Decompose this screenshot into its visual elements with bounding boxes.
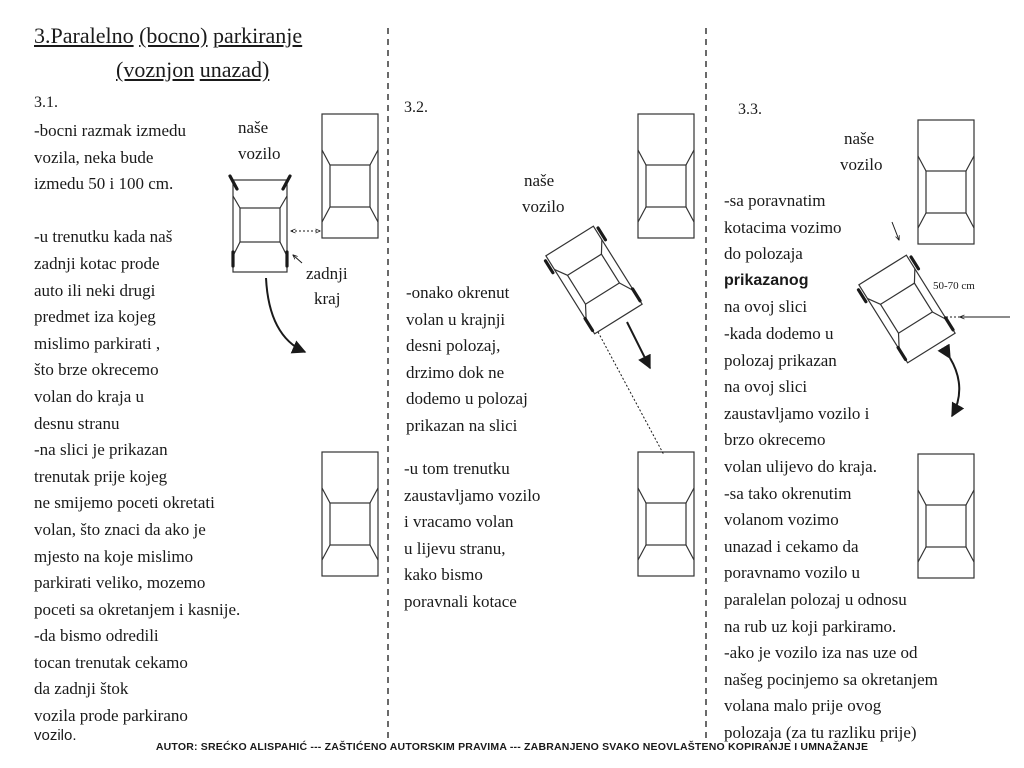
text-line: -da bismo odredili bbox=[34, 626, 159, 646]
label-vozilo-2: vozilo bbox=[522, 197, 565, 216]
text-line: kotacima vozimo bbox=[724, 217, 842, 237]
text-line: volan do kraja u bbox=[34, 386, 144, 406]
parked-car-front-2 bbox=[638, 114, 694, 238]
text-line bbox=[34, 198, 324, 225]
page-subtitle bbox=[116, 56, 269, 84]
text-line: volan ulijevo do kraja. bbox=[724, 456, 877, 476]
text-line: brzo okrecemo bbox=[724, 430, 826, 450]
label-nase-3: naše bbox=[844, 129, 875, 148]
title-word-parkiranje: parkiranje bbox=[213, 23, 303, 48]
col2-text-a bbox=[406, 280, 596, 440]
text-line: polozaja (za tu razliku prije) bbox=[724, 722, 917, 742]
label-vozilo-1: vozilo bbox=[238, 144, 281, 163]
col2-text-b bbox=[404, 456, 594, 616]
text-line: mislimo parkirati , bbox=[34, 333, 161, 353]
parked-car-rear-1 bbox=[322, 452, 378, 576]
text-line: na ovoj slici bbox=[724, 297, 808, 317]
text-line: drzimo dok ne bbox=[406, 362, 505, 382]
label-zadnji: zadnji bbox=[306, 264, 348, 283]
label-nase-2: naše bbox=[524, 171, 555, 190]
text-line: zaustavljamo vozilo i bbox=[724, 403, 870, 423]
text-line: u lijevu stranu, bbox=[404, 538, 506, 558]
text-line-bold: prikazanog bbox=[724, 271, 809, 289]
label-nase-1: naše bbox=[238, 118, 269, 137]
text-line: volan u krajnji bbox=[406, 309, 506, 329]
text-line: zadnji kotac prode bbox=[34, 253, 160, 273]
text-line: mjesto na koje mislimo bbox=[34, 546, 194, 566]
text-line: volana malo prije ovog bbox=[724, 696, 882, 716]
text-line: predmet iza kojeg bbox=[34, 307, 156, 327]
text-line: volanom vozimo bbox=[724, 510, 839, 530]
text-line: kako bismo bbox=[404, 565, 483, 585]
text-line: -bocni razmak izmedu bbox=[34, 121, 186, 140]
text-line: unazad i cekamo da bbox=[724, 536, 859, 556]
text-line: -sa poravnatim bbox=[724, 191, 826, 210]
text-line: vozila, neka bude bbox=[34, 147, 154, 167]
title-word-voznjon: (voznjon bbox=[116, 57, 195, 82]
text-line: trenutak prije kojeg bbox=[34, 466, 168, 486]
text-line: našeg pocinjemo sa okretanjem bbox=[724, 669, 938, 689]
text-line: auto ili neki drugi bbox=[34, 280, 156, 300]
copyright-footer: AUTOR: SREĆKO ALISPAHIĆ --- ZAŠTIĆENO AUTORSKIM PRAVIMA --- ZABRANJENO SVAKO NEOVLAŠTENO KOPIRANJE I UMNAŽANJE bbox=[155, 741, 869, 753]
col1-text bbox=[34, 118, 324, 730]
page-title bbox=[34, 22, 302, 50]
text-line: poravnamo vozilo u bbox=[724, 563, 860, 583]
text-line: -onako okrenut bbox=[406, 283, 510, 302]
label-vozilo-3: vozilo bbox=[840, 155, 883, 174]
text-line: na rub uz koji parkiramo. bbox=[724, 616, 897, 636]
text-line: -sa tako okrenutim bbox=[724, 483, 852, 503]
text-line: do polozaja bbox=[724, 244, 803, 264]
text-line: -kada dodemo u bbox=[724, 323, 834, 343]
reverse-arrow-2 bbox=[627, 322, 650, 368]
text-line: vozila prode parkirano bbox=[34, 706, 188, 726]
text-line: poravnali kotace bbox=[404, 591, 517, 611]
text-line: parkirati veliko, mozemo bbox=[34, 573, 206, 593]
text-line: na ovoj slici bbox=[724, 377, 808, 397]
title-word-paralelno: Paralelno bbox=[50, 23, 134, 48]
text-line: izmedu 50 i 100 cm. bbox=[34, 174, 174, 194]
col1-last-line: vozilo. bbox=[34, 727, 77, 744]
text-line: prikazan na slici bbox=[406, 415, 518, 435]
text-line: -ako je vozilo iza nas uze od bbox=[724, 643, 918, 663]
section-number-3: 3.3. bbox=[738, 101, 762, 118]
parked-car-front-1 bbox=[322, 114, 378, 238]
text-line: što brze okrecemo bbox=[34, 360, 159, 380]
text-line: poceti sa okretanjem i kasnije. bbox=[34, 599, 241, 619]
text-line: -u trenutku kada naš bbox=[34, 227, 173, 247]
guide-line-2 bbox=[598, 332, 664, 455]
text-line: -na slici je prikazan bbox=[34, 440, 168, 460]
text-line: volan, što znaci da ako je bbox=[34, 519, 206, 539]
section-number-1: 3.1. bbox=[34, 94, 58, 111]
text-line: ne smijemo poceti okretati bbox=[34, 493, 215, 513]
title-num: 3. bbox=[34, 23, 51, 48]
text-line: desnu stranu bbox=[34, 413, 120, 433]
text-line: tocan trenutak cekamo bbox=[34, 652, 188, 672]
text-line: -u tom trenutku bbox=[404, 459, 510, 478]
label-kraj: kraj bbox=[314, 289, 341, 308]
text-line: da zadnji štok bbox=[34, 679, 129, 699]
text-line: paralelan polozaj u odnosu bbox=[724, 589, 907, 609]
section-number-2: 3.2. bbox=[404, 99, 428, 116]
title-word-bocno: (bocno) bbox=[139, 23, 208, 48]
title-word-unazad: unazad) bbox=[199, 57, 270, 82]
text-line: zaustavljamo vozilo bbox=[404, 485, 541, 505]
text-line: i vracamo volan bbox=[404, 512, 514, 532]
col3-text bbox=[724, 188, 994, 746]
text-line: dodemo u polozaj bbox=[406, 389, 528, 409]
distance-label: 50-70 cm bbox=[933, 280, 975, 292]
text-line: polozaj prikazan bbox=[724, 350, 837, 370]
text-line: desni polozaj, bbox=[406, 336, 501, 356]
parked-car-rear-2 bbox=[638, 452, 694, 576]
